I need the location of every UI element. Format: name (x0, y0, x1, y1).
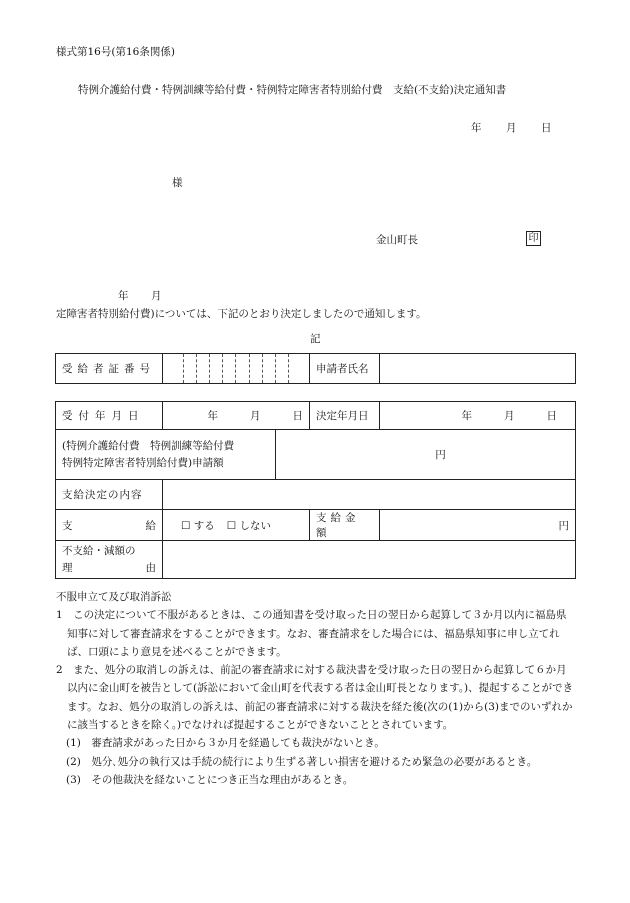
payment-option-group (169, 518, 303, 533)
decision-content-value[interactable] (163, 480, 576, 510)
decision-date-label-text: 決定年月日 (316, 410, 369, 422)
ki-mark: 記 (310, 333, 321, 345)
reason-label-line-2 (62, 560, 156, 577)
day-mark: 日 (541, 122, 552, 134)
payment-amount-label (310, 510, 380, 541)
applicant-name-value[interactable] (380, 354, 576, 384)
claim-amount-value[interactable] (276, 430, 576, 480)
appeal-notes (56, 588, 576, 789)
intro-year-mark: 年 (118, 290, 129, 302)
year-mark: 年 (471, 122, 482, 134)
cert-number-label (56, 354, 163, 384)
reason-label-char-1: 理 (62, 561, 73, 574)
reason-label-char-2: 由 (145, 561, 156, 574)
receipt-date-label (56, 402, 163, 430)
payment-yen-mark: 円 (558, 519, 569, 532)
claim-label-line-2: 特例特定障害者特別給付費)申請額 (62, 456, 224, 469)
payment-amount-value[interactable] (380, 510, 576, 541)
form-number: 様式第16号(第16条関係) (56, 46, 175, 58)
notes-sub-2: (2) 処分､処分の執行又は手続の続行により生ずる著しい損害を避けるため緊急の必要があるとき。 (66, 755, 538, 768)
decision-year-mark: 年 (461, 410, 472, 422)
applicant-name-label-text: 申請者氏名 (316, 363, 369, 375)
certificate-table (55, 353, 576, 384)
notes-item-2: 2 また、処分の取消しの訴えは、前記の審査請求に対する裁決書を受け取った日の翌日から起算して６か月以内に金山町を被告として(訴訟において金山町を代表する者は金山町長となります。)、提起することができます。なお、処分の取消しの訴えは、前記の審査請求に対する裁決を経た後(次の(1)から(3)までのいずれかに該当するときを除く。)でなければ提起することができないこととされています。 (56, 664, 574, 732)
intro-line-2: 定障害者特別給付費)については、下記のとおり決定しましたので通知します。 (56, 308, 427, 320)
recipient-suffix: 様 (172, 177, 183, 189)
notes-sub-3: (3) その他裁決を経ないことにつき正当な理由があるとき。 (66, 773, 354, 786)
decision-content-label (56, 480, 163, 510)
payment-options (163, 510, 310, 541)
receipt-month-mark: 月 (250, 410, 261, 422)
reduction-reason-value[interactable] (163, 541, 576, 579)
cert-number-cells[interactable] (163, 354, 310, 384)
receipt-date-marks (169, 408, 303, 423)
decision-date-value[interactable] (380, 402, 576, 430)
intro-month-mark: 月 (151, 290, 162, 302)
decision-day-mark: 日 (546, 410, 557, 422)
notes-item-1: 1 この決定について不服があるときは、この通知書を受け取った日の翌日から起算して３か月以内に福島県知事に対して審査請求をすることができます。なお、審査請求をした場合には、福島県知事に申し立てれば、口頭により意見を述べることができます。 (56, 609, 567, 658)
payment-label-text (62, 518, 156, 533)
claim-yen-mark: 円 (435, 449, 446, 461)
cert-number-label-text: 受給者証番号 (62, 363, 155, 375)
payment-label-char-1: 支 (62, 519, 73, 532)
reason-label-line-1: 不支給・減額の (62, 544, 136, 557)
payment-amount-label-text: 支給金額 (316, 512, 360, 539)
seal-mark: 印 (526, 231, 541, 246)
receipt-day-mark: 日 (292, 410, 303, 422)
document-title: 特例介護給付費・特例訓練等給付費・特例特定障害者特別給付費 支給(不支給)決定通知書 (78, 84, 507, 96)
cert-digit-boxes (171, 354, 301, 383)
notes-heading: 不服申立て及び取消訴訟 (56, 591, 172, 603)
payment-no-checkbox[interactable]: ☐ しない (226, 519, 272, 532)
decision-table (55, 401, 576, 579)
decision-content-label-text: 支給決定の内容 (62, 489, 143, 501)
receipt-year-mark: 年 (207, 410, 218, 422)
applicant-name-label (310, 354, 380, 384)
payment-label (56, 510, 163, 541)
issuer-name: 金山町長 (376, 234, 418, 246)
reduction-reason-label (56, 541, 163, 579)
notes-sub-1: (1) 審査請求があった日から３か月を経過しても裁決がないとき。 (66, 737, 385, 750)
decision-date-marks (386, 408, 569, 423)
claim-amount-label (56, 430, 276, 480)
month-mark: 月 (506, 122, 517, 134)
decision-date-label (310, 402, 380, 430)
claim-label-line-1: (特例介護給付費 特例訓練等給付費 (62, 439, 235, 452)
decision-month-mark: 月 (504, 410, 515, 422)
payment-label-char-2: 給 (145, 519, 156, 532)
receipt-date-value[interactable] (163, 402, 310, 430)
payment-yes-checkbox[interactable]: ☐ する (181, 519, 215, 532)
receipt-date-label-text: 受付年月日 (62, 410, 145, 422)
